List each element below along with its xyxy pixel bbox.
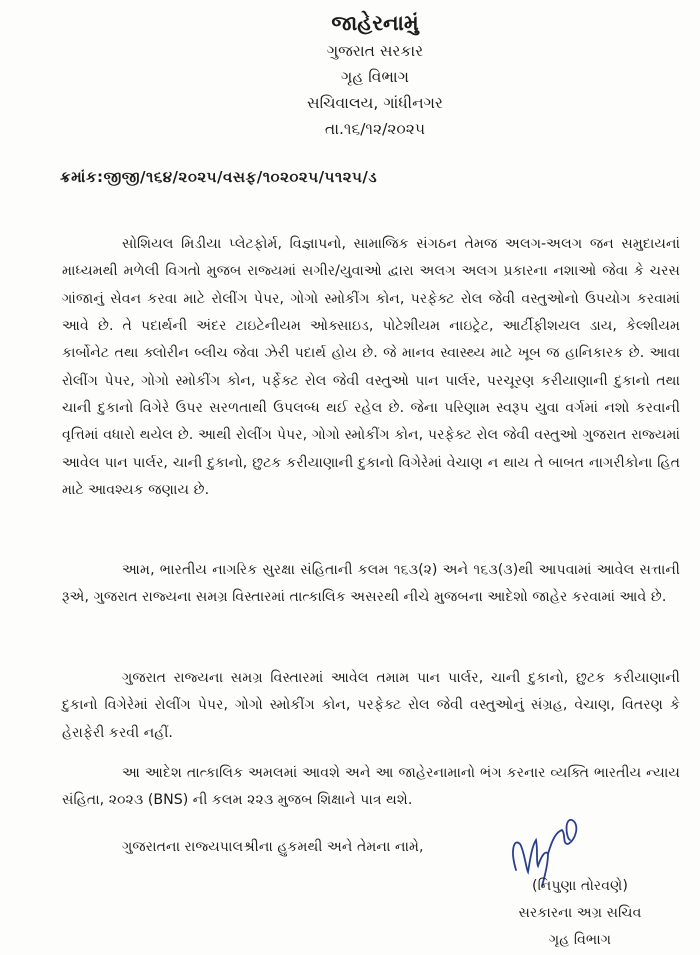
paragraph-governor-order: ગુજરાતના રાજ્યપાલશ્રીના હુકમથી અને તેમના નામે, [122,839,424,856]
signatory-department: ગૃહ વિભાગ [548,932,612,948]
signatory-block [480,873,680,954]
office-location: સચિવાલય, ગાંધીનગર [307,94,443,112]
paragraph-order: ગુજરાત રાજ્યના સમગ્ર વિસ્તારમાં આવેલ તમામ પાન પાર્લર, ચાની દુકાનો, છુટક કરીયાણાની દુકાનો વિગેરેમાં રોલીંગ પેપર, ગોગો સ્મોકીંગ કોન, પરફેક્ટ રોલ જેવી વસ્તુઓનું સંગ્રહ, વેચાણ, વિતરણ કે હેરાફેરી કરવી નહીં. [62,670,680,741]
department-name: ગૃહ વિભાગ [341,68,409,86]
document-header [0,8,700,142]
reference-number: ક્રમાંક:જીજી/૧૬૪/૨૦૨૫/વસફ/૧૦૨૦૨૫/૫૧૨૫/ડ [60,168,378,186]
document-date: તા.૧૬/૧૨/૨૦૨૫ [324,120,426,138]
paragraph-penalty: આ આદેશ તાત્કાલિક અમલમાં આવશે અને આ જાહેરનામાનો ભંગ કરનાર વ્યક્તિ ભારતીય ન્યાય સંહિતા, ૨૦૨૩ (BNS) ની કલમ ૨૨૩ મુજબ શિક્ષાને પાત્ર થશે. [62,765,680,809]
signatory-name: (નિપુણા તોરવણે) [532,878,628,894]
government-name: ગુજરાત સરકાર [326,42,424,60]
paragraph-authority: આમ, ભારતીય નાગરિક સુરક્ષા સંહિતાની કલમ ૧૬૩(૨) અને ૧૬૩(૩)થી આપવામાં આવેલ સત્તાની રૂએ, ગુજરાત રાજ્યના સમગ્ર વિસ્તારમાં તાત્કાલિક અસરથી નીચે મુજબના આદેશો જાહેર કરવામાં આવે છે. [62,562,680,606]
document-title: જાહેરનામું [331,11,419,35]
paragraph-background: સોશિયલ મિડીયા પ્લેટફોર્મ, વિજ્ઞાપનો, સામાજિક સંગઠન તેમજ અલગ-અલગ જન સમુદાયનાં માધ્યમથી મળેલી વિગતો મુજબ રાજ્યમાં સગીર/યુવાઓ દ્વારા અલગ અલગ પ્રકારના નશાઓ જેવા કે ચરસ ગાંજાનું સેવન કરવા માટે રોલીંગ પેપર, ગોગો સ્મોકીંગ કોન, પરફેક્ટ રોલ જેવી વસ્તુઓનો ઉપયોગ કરવામાં આવે છે. તે પદાર્થની અંદર ટાઇટેનીયમ ઓક્સાઇડ, પોટેશીયમ નાઇટ્રેટ, આર્ટીફીશયલ ડાય, કેલ્શીયમ કાર્બોનેટ તથા ક્લોરીન બ્લીચ જેવા ઝેરી પદાર્થ હોય છે. જે માનવ સ્વાસ્થ્ય માટે ખૂબ જ હાનિકારક છે. આવા રોલીંગ પેપર, ગોગો સ્મોકીંગ કોન, પર્ફેક્ટ રોલ જેવી વસ્તુઓ પાન પાર્લર, પરચૂરણ કરીયાણાની દુકાનો તથા ચાની દુકાનો વિગેરે ઉપર સરળતાથી ઉપલબ્ધ થઈ રહેલ છે. જેના પરિણામ સ્વરૂપ યુવા વર્ગમાં નશો કરવાની વૃત્તિમાં વધારો થયેલ છે. આથી રોલીંગ પેપર, ગોગો સ્મોકીંગ કોન, પરફેક્ટ રોલ જેવી વસ્તુઓ ગુજરાત રાજ્યમાં આવેલ પાન પાર્લર, ચાની દુકાનો, છુટક કરીયાણાની દુકાનો વિગેરેમાં વેચાણ ન થાય તે બાબત નાગરીકોના હિત માટે આવશ્યક જણાય છે. [62,236,680,498]
signatory-designation: સરકારના અગ્ર સચિવ [518,905,642,921]
